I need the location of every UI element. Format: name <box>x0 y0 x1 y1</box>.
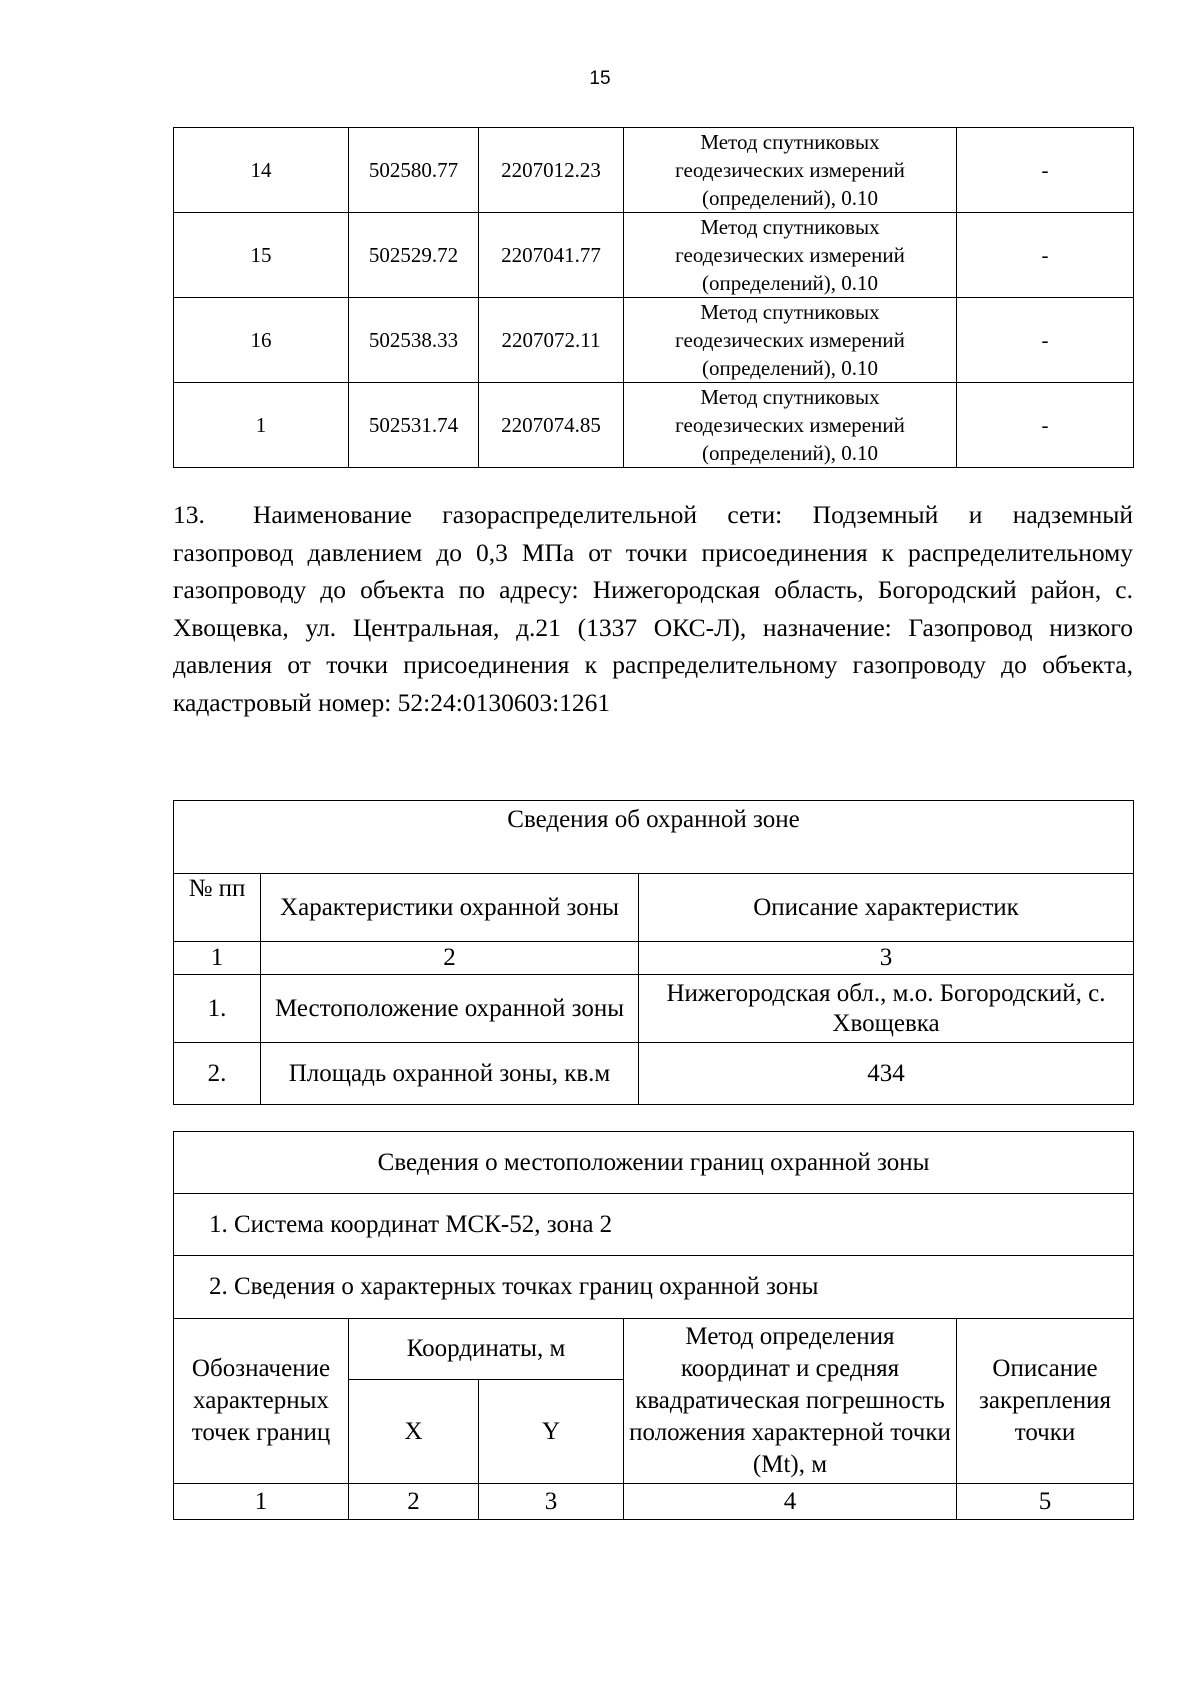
column-header-description: Описание закрепления точки <box>957 1319 1134 1484</box>
method-cell <box>624 128 957 213</box>
column-number: 2 <box>261 942 639 975</box>
method-cell <box>624 383 957 468</box>
table-row <box>174 298 1134 383</box>
point-number: 1 <box>174 383 349 468</box>
method-line: (определений), 0.10 <box>701 441 879 465</box>
point-description: - <box>957 298 1134 383</box>
section-13-paragraph <box>173 496 1133 721</box>
point-number: 14 <box>174 128 349 213</box>
method-line: геодезических измерений <box>675 413 905 437</box>
point-description: - <box>957 383 1134 468</box>
characteristic-name: Площадь охранной зоны, кв.м <box>261 1043 639 1105</box>
point-number: 16 <box>174 298 349 383</box>
coord-x: 502529.72 <box>349 213 479 298</box>
method-line: Метод спутниковых <box>700 130 880 154</box>
coord-y: 2207012.23 <box>479 128 624 213</box>
characteristic-value: 434 <box>639 1043 1134 1105</box>
coordinates-table-continuation <box>173 127 1134 468</box>
coord-y: 2207074.85 <box>479 383 624 468</box>
column-header: № пп <box>174 874 261 942</box>
column-number: 4 <box>624 1484 957 1520</box>
table-row <box>174 383 1134 468</box>
point-number: 15 <box>174 213 349 298</box>
method-line: Метод спутниковых <box>700 300 880 324</box>
method-line: геодезических измерений <box>675 243 905 267</box>
characteristic-value: Нижегородская обл., м.о. Богородский, с. Хвощевка <box>639 975 1134 1043</box>
column-header-x: X <box>349 1380 479 1484</box>
characteristic-name: Местоположение охранной зоны <box>261 975 639 1043</box>
coordinate-system-row <box>174 1194 1134 1256</box>
column-number: 1 <box>174 942 261 975</box>
coordinate-system: 1. Система координат МСК-52, зона 2 <box>174 1194 1134 1256</box>
column-number: 3 <box>479 1484 624 1520</box>
section-number: 13. <box>173 500 205 529</box>
table-title-row <box>174 1132 1134 1194</box>
boundary-location-table <box>173 1131 1134 1520</box>
table-title: Сведения о местоположении границ охранной зоны <box>174 1132 1134 1194</box>
method-line: (определений), 0.10 <box>701 356 879 380</box>
method-cell <box>624 213 957 298</box>
table-row <box>174 213 1134 298</box>
method-line: (определений), 0.10 <box>701 186 879 210</box>
column-number: 5 <box>957 1484 1134 1520</box>
method-line: (определений), 0.10 <box>701 271 879 295</box>
section-text: Наименование газораспределительной сети: Подземный и надземный газопровод давлением до 0,3 МПа от точки присоединения к распределительному газопроводу до объекта по адресу: Нижегородская область, Богородский район, с. Хвощевка, ул. Центральная, д.21 (1337 ОКС-Л), назначение: Газопровод низкого давления от точки присоединения к распределительному газопроводу до объекта, кадастровый номер: 52:24:0130603:1261 <box>173 500 1133 717</box>
page-number: 15 <box>589 68 611 89</box>
point-description: - <box>957 128 1134 213</box>
column-header-y: Y <box>479 1380 624 1484</box>
column-header: Характеристики охранной зоны <box>261 874 639 942</box>
coord-x: 502531.74 <box>349 383 479 468</box>
row-number: 2. <box>174 1043 261 1105</box>
protection-zone-info-table <box>173 800 1134 1105</box>
table-header-row <box>174 1319 1134 1380</box>
column-header-method: Метод определения координат и средняя квадратическая погрешность положения характерной точки (Mt), м <box>624 1319 957 1484</box>
column-number: 3 <box>639 942 1134 975</box>
row-number: 1. <box>174 975 261 1043</box>
column-header: Описание характеристик <box>639 874 1134 942</box>
column-number: 2 <box>349 1484 479 1520</box>
table-row <box>174 128 1134 213</box>
column-number-row <box>174 1484 1134 1520</box>
column-number: 1 <box>174 1484 349 1520</box>
coord-y: 2207072.11 <box>479 298 624 383</box>
coord-y: 2207041.77 <box>479 213 624 298</box>
method-line: Метод спутниковых <box>700 215 880 239</box>
coord-x: 502538.33 <box>349 298 479 383</box>
table-row <box>174 975 1134 1043</box>
column-header-coordinates: Координаты, м <box>349 1319 624 1380</box>
method-line: геодезических измерений <box>675 328 905 352</box>
method-cell <box>624 298 957 383</box>
table-title-row <box>174 801 1134 874</box>
point-description: - <box>957 213 1134 298</box>
method-line: Метод спутниковых <box>700 385 880 409</box>
points-title-row <box>174 1256 1134 1319</box>
table-row <box>174 1043 1134 1105</box>
points-title: 2. Сведения о характерных точках границ охранной зоны <box>174 1256 1134 1319</box>
table-title: Сведения об охранной зоне <box>174 801 1134 874</box>
coord-x: 502580.77 <box>349 128 479 213</box>
table-header-row <box>174 874 1134 942</box>
method-line: геодезических измерений <box>675 158 905 182</box>
column-number-row <box>174 942 1134 975</box>
column-header-designation: Обозначение характерных точек границ <box>174 1319 349 1484</box>
